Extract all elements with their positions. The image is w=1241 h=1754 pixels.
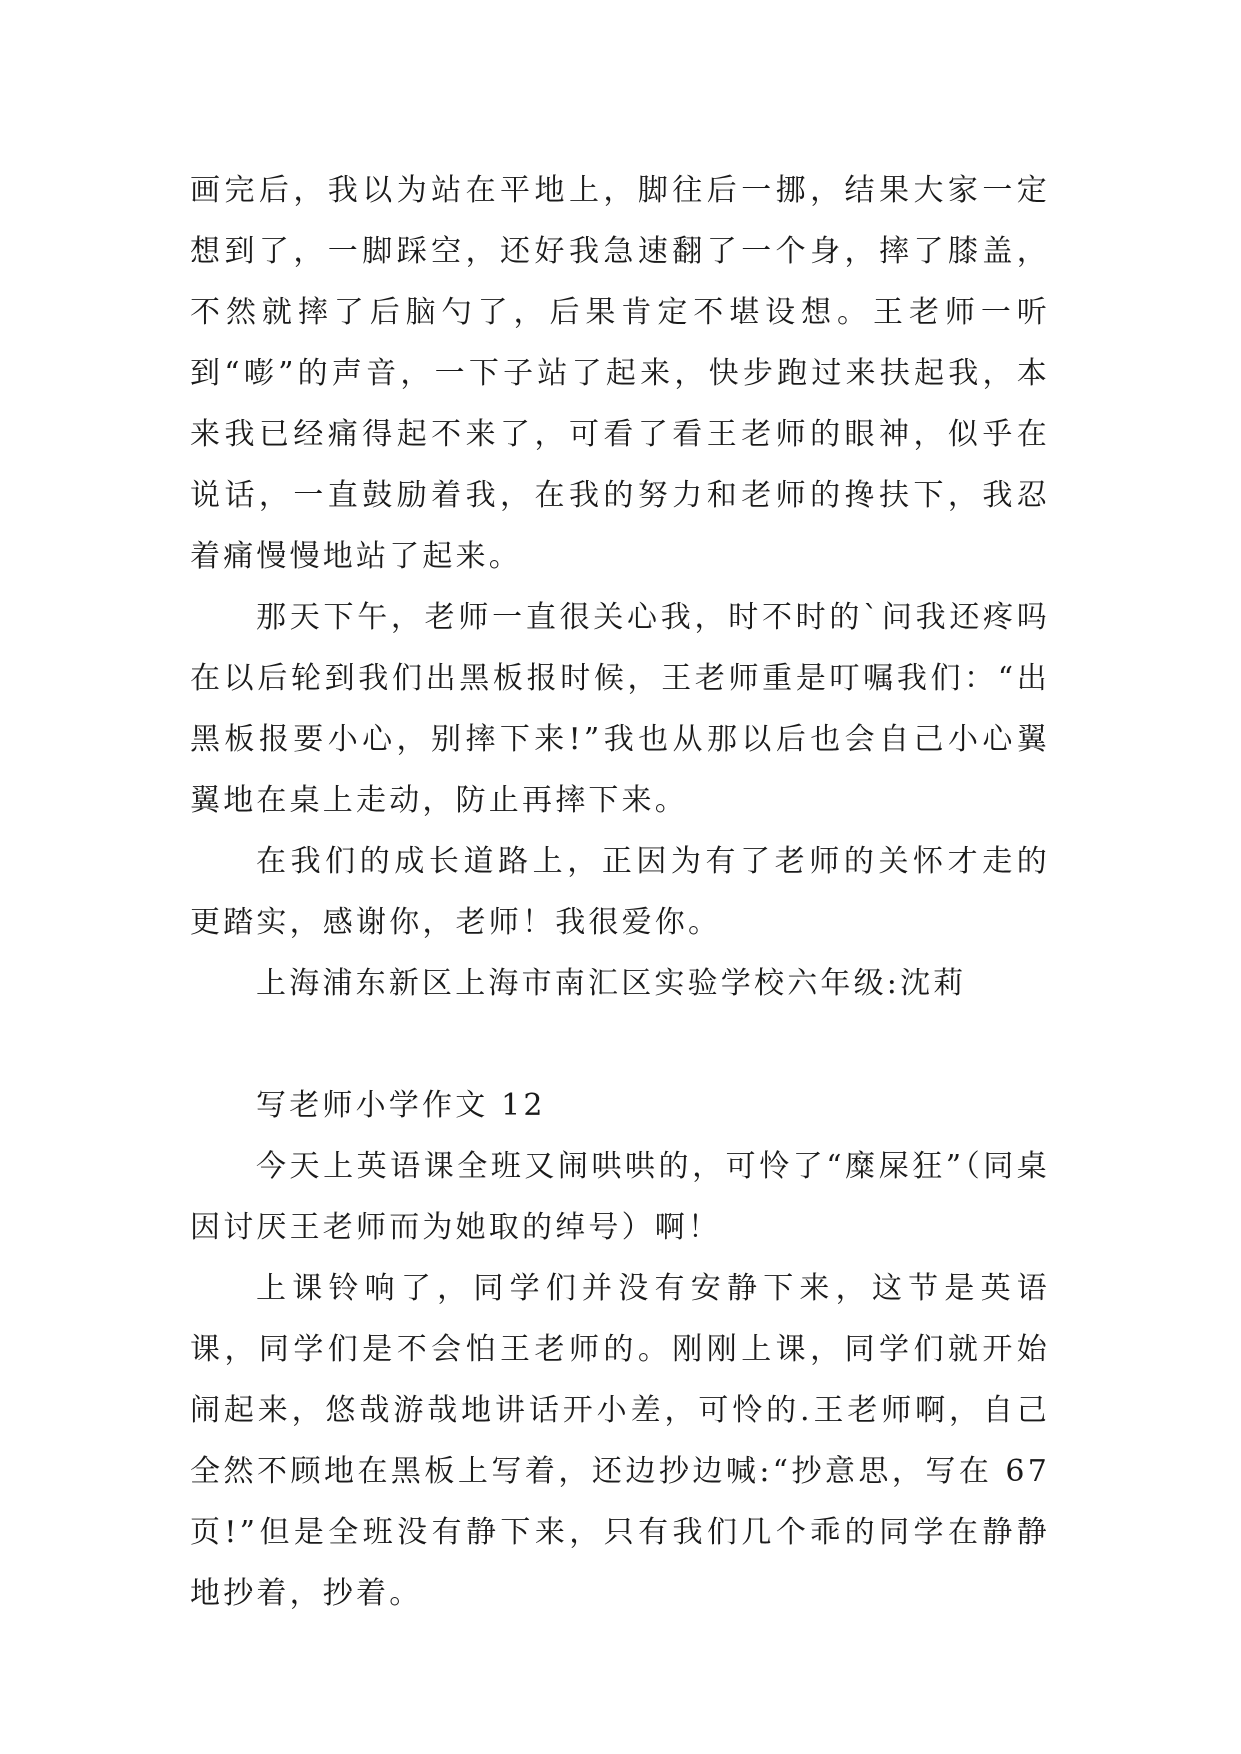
paragraph-fall-story: 画完后，我以为站在平地上，脚往后一挪，结果大家一定想到了，一脚踩空，还好我急速翻了一个身，摔了膝盖，不然就摔了后脑勺了，后果肯定不堪设想。王老师一听到“嘭”的声音，一下子站了起来，快步跑过来扶起我，本来我已经痛得起不来了，可看了看王老师的眼神，似乎在说话，一直鼓励着我，在我的努力和老师的搀扶下，我忍着痛慢慢地站了起来。	[190, 173, 1050, 574]
paragraph-afternoon-care: 那天下午，老师一直很关心我，时不时的`问我还疼吗在以后轮到我们出黑板报时候，王老师重是叮嘱我们：“出黑板报要小心，别摔下来!”我也从那以后也会自己小心翼翼地在桌上走动，防止再摔下来。	[190, 600, 1050, 818]
paragraph-gratitude: 在我们的成长道路上，正因为有了老师的关怀才走的更踏实，感谢你，老师！我很爱你。	[190, 844, 1050, 940]
essay-title: 写老师小学作文 12	[256, 1088, 546, 1123]
document-body	[190, 160, 1050, 1624]
paragraph-english-class: 今天上英语课全班又闹哄哄的，可怜了“糜屎狂”（同桌因讨厌王老师而为她取的绰号）啊！	[190, 1149, 1050, 1245]
author-signature: 上海浦东新区上海市南汇区实验学校六年级:沈莉	[256, 966, 967, 1001]
section-spacer	[190, 1014, 1050, 1075]
paragraph-class-noise: 上课铃响了，同学们并没有安静下来，这节是英语课，同学们是不会怕王老师的。刚刚上课，同学们就开始闹起来，悠哉游哉地讲话开小差，可怜的.王老师啊，自己全然不顾地在黑板上写着，还边抄边喊:“抄意思，写在 67 页!”但是全班没有静下来，只有我们几个乖的同学在静静地抄着，抄着。	[190, 1271, 1050, 1611]
